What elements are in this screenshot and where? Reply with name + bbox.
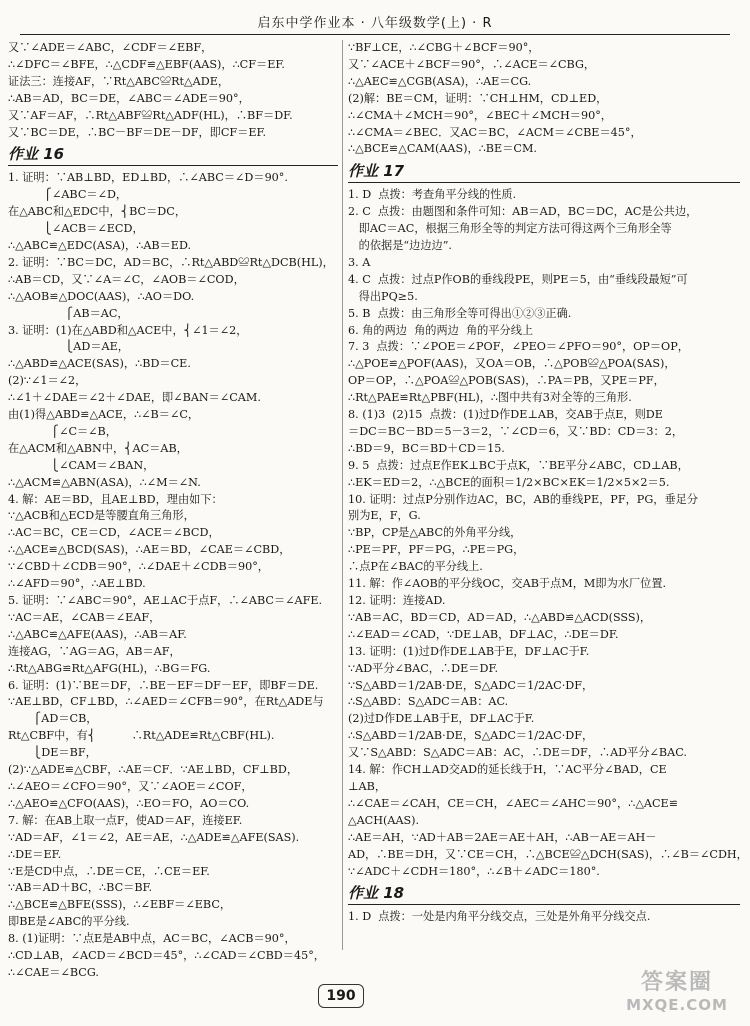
text-line: 4. C 点拨：过点P作OB的垂线段PE，则PE＝5，由“垂线段最短”可 (348, 272, 688, 286)
text-line: ∴BD＝9，BC＝BD＋CD＝15. (348, 441, 505, 455)
text-line: ∵S△ABD＝1/2AB·DE，S△ADC＝1/2AC·DF， (348, 678, 594, 692)
text-line: ⎧AD＝CB， (8, 712, 98, 726)
text-line: 连接AG，∵AG＝AG，AB＝AF， (8, 644, 181, 658)
text-line: ∴△AEO≌△CFO(AAS)，∴EO＝FO，AO＝CO. (8, 796, 250, 810)
text-line: 6. 角的两边 角的两边 角的平分线上 (348, 323, 534, 337)
text-line: △ACH(AAS). (348, 813, 420, 827)
text-line: 即AC＝AC，根据三角形全等的判定方法可得这两个三角形全等 (348, 222, 672, 236)
watermark-text-bottom: MXQE.COM (626, 996, 728, 1014)
text-line: ∴CD⊥AB，∠ACD＝∠BCD＝45°，∴∠CAD＝∠CBD＝45°， (8, 949, 325, 963)
text-line: ∴△ACM≌△ABN(ASA)，∴∠M＝∠N. (8, 475, 201, 489)
text-line: (2)解：BE＝CM，证明：∵CH⊥HM，CD⊥ED， (348, 91, 608, 105)
text-line: ⊥AB， (348, 779, 387, 793)
text-line: ∵BF⊥CE，∴∠CBG＋∠BCF＝90°， (348, 41, 540, 54)
text-line: ⎩∠CAM＝∠BAN， (8, 458, 155, 472)
text-line: 又∵∠ADE＝∠ABC，∠CDF＝∠EBF， (8, 41, 213, 54)
text-line: 又∵S△ABD：S△ADC＝AB：AC，∴DE＝DF，∴AD平分∠BAC. (348, 746, 687, 760)
text-line: 12. 证明：连接AD. (348, 594, 446, 607)
text-line: ∴S△ABD＝1/2AB·DE，S△ADC＝1/2AC·DF， (348, 729, 594, 743)
text-line: ∴AC＝BC，CE＝CD，∠ACE＝∠BCD， (8, 526, 220, 540)
text-line: ∴△ABC≌△AFE(AAS)，∴AB＝AF. (8, 627, 187, 641)
text-line: ∴∠DFC＝∠BFE，∴△CDF≌△EBF(AAS)，∴CF＝EF. (8, 57, 285, 71)
text-line: 7. 3 点拨：∵∠POE＝∠POF，∠PEO＝∠PFO＝90°，OP＝OP， (348, 340, 689, 354)
text-line: ∴AB＝AD，BC＝DE，∠ABC＝∠ADE＝90°， (8, 91, 250, 105)
left-column (8, 40, 338, 979)
text-line: ⎧∠ABC＝∠D， (8, 188, 128, 202)
text-line: ∴AB＝CD，又∵∠A＝∠C，∠AOB＝∠COD， (8, 272, 245, 286)
text-line: ∴∠CAE＝∠BCG. (8, 965, 99, 979)
text-line: 证法三：连接AF，∵Rt△ABC≌Rt△ADE， (8, 74, 230, 88)
text-line: ⎧AB＝AC， (8, 306, 129, 320)
text-line: OP＝OP，∴△POA≌△POB(SAS)，∴PA＝PB，又PE＝PF， (348, 374, 665, 388)
text-line: 又∵BC＝DE，∴BC－BF＝DE－DF，即CF＝EF. (8, 125, 267, 139)
section-heading: 作业 16 (8, 146, 338, 166)
text-line: 9. 5 点拨：过点E作EK⊥BC于点K，∵BE平分∠ABC，CD⊥AB， (348, 458, 689, 472)
text-line: ∴△ABD≌△ACE(SAS)，∴BD＝CE. (8, 357, 191, 371)
text-line: ∴AE＝AH，∵AD＋AB＝2AE＝AE＋AH，∴AB－AE＝AH－ (348, 830, 657, 844)
text-line: ∴∠CMA＝∠BEC．又AC＝BC，∠ACM＝∠CBE＝45°， (348, 125, 642, 139)
column-divider (342, 40, 343, 950)
text-line: ∵∠ADC＋∠CDH＝180°，∴∠B＋∠ADC＝180°. (348, 864, 600, 878)
text-line: 在△ACM和△ABN中，⎨AC＝AB， (8, 441, 188, 455)
text-line: ∴∠EAD＝∠CAD，∵DE⊥AB，DF⊥AC，∴DE＝DF. (348, 627, 619, 641)
text-line: 10. 证明：过点P分别作边AC，BC，AB的垂线PE，PF，PG，垂足分 (348, 492, 699, 506)
text-line: ∴△BCE≌△BFE(SSS)，∴∠EBF＝∠EBC， (8, 898, 232, 912)
text-line: ∴∠1＋∠DAE＝∠2＋∠DAE，即∠BAN＝∠CAM. (8, 391, 261, 405)
text-line: ＝DC＝BC－BD＝5－3＝2，∵∠CD＝6，又∵BD：CD＝3：2， (348, 424, 684, 438)
text-line: 11. 解：作∠AOB的平分线OC，交AB于点M，M即为水厂位置. (348, 577, 667, 591)
text-line: 6. 证明：(1)∵BE＝DF，∴BE－EF＝DF－EF，即BF＝DE. (8, 678, 319, 692)
text-line: ∴Rt△ABG≌Rt△AFG(HL)，∴BG＝FG. (8, 661, 211, 675)
text-line: ∴∠CAE＝∠CAH，CE＝CH，∠AEC＝∠AHC＝90°，∴△ACE≌ (348, 796, 679, 810)
text-line: 13. 证明：(1)过D作DE⊥AB于E，DF⊥AC于F. (348, 644, 590, 658)
section-heading: 作业 18 (348, 885, 740, 905)
text-line: ∴S△ABD：S△ADC＝AB：AC. (348, 695, 509, 709)
text-line: ∵E是CD中点，∴DE＝CE，∴CE＝EF. (8, 864, 210, 878)
text-line: 1. 证明：∵AB⊥BD，ED⊥BD，∴∠ABC＝∠D＝90°. (8, 171, 288, 185)
text-line: ∴Rt△PAE≌Rt△PBF(HL)，∴图中共有3对全等的三角形. (348, 391, 632, 405)
text-line: ∵AC＝AE，∠CAB＝∠EAF， (8, 610, 161, 624)
text-line: (2)∵∠1＝∠2， (8, 374, 87, 388)
text-line: ∴EK＝ED＝2，∴△BCE的面积＝1/2×BC×EK＝1/2×5×2＝5. (348, 475, 670, 489)
text-line: ∵AE⊥BD，CF⊥BD，∴∠AED＝∠CFB＝90°，在Rt△ADE与 (8, 695, 324, 709)
text-line: ⎩AD＝AE， (8, 340, 129, 354)
text-line: ∵AB＝AC，BD＝CD，AD＝AD，∴△ABD≌△ACD(SSS)， (348, 610, 652, 624)
text-line: 得出PQ≥5. (348, 289, 418, 303)
text-line: ∵BP，CP是△ABC的外角平分线， (348, 526, 522, 540)
text-line: 3. A (348, 255, 371, 269)
text-line: 由(1)得△ABD≌△ACE，∴∠B＝∠C， (8, 408, 200, 422)
text-line: ∴点P在∠BAC的平分线上. (348, 560, 483, 574)
text-line: 7. 解：在AB上取一点F，使AD＝AF，连接EF. (8, 813, 243, 827)
text-line: 又∵AF＝AF，∴Rt△ABF≌Rt△ADF(HL)，∴BF＝DF. (8, 108, 293, 122)
text-line: ⎧∠C＝∠B， (8, 424, 117, 438)
text-line: 4. 解：AE＝BD，且AE⊥BD，理由如下： (8, 492, 223, 506)
text-line: ⎩DE＝BF， (8, 746, 97, 760)
text-line: ∴PE＝PF，PF＝PG，∴PE＝PG， (348, 543, 525, 557)
text-line: (2)∵△ADE≌△CBF，∴AE＝CF．∵AE⊥BD，CF⊥BD， (8, 763, 299, 777)
text-line: 2. 证明：∵BC＝DC，AD＝BC，∴Rt△ABD≌Rt△DCB(HL)， (8, 255, 334, 269)
text-line: 1. D 点拨：考查角平分线的性质. (348, 188, 517, 202)
text-line: ∴DE＝EF. (8, 847, 62, 861)
header-rule (20, 34, 730, 35)
watermark-text-top: 答案圈 (640, 970, 713, 995)
text-line: ⎩∠ACB＝∠ECD， (8, 222, 144, 236)
text-line: ∵∠CBD＋∠CDB＝90°，∴∠DAE＋∠CDB＝90°， (8, 560, 269, 574)
text-line: 在△ABC和△EDC中，⎨BC＝DC， (8, 205, 187, 219)
text-line: ∴△POE≌△POF(AAS)，又OA＝OB，∴△POB≌△POA(SAS)， (348, 357, 676, 371)
text-line: ∵AB＝AD＋BC，∴BC＝BF. (8, 881, 153, 895)
text-line: ∵AD平分∠BAC，∴DE＝DF. (348, 661, 499, 675)
text-line: ∴△AOB≌△DOC(AAS)，∴AO＝DO. (8, 289, 195, 303)
text-line: ∴∠AEO＝∠CFO＝90°，又∵∠AOE＝∠COF， (8, 779, 253, 793)
text-line: 1. D 点拨：一处是内角平分线交点，三处是外角平分线交点. (348, 910, 651, 924)
watermark-logo (612, 970, 742, 1018)
right-column (348, 40, 748, 966)
text-line: 3. 证明：(1)在△ABD和△ACE中，⎨∠1＝∠2， (8, 323, 248, 337)
text-line: ∵△ACB和△ECD是等腰直角三角形， (8, 509, 195, 523)
text-line: ∴∠AFD＝90°，∴AE⊥BD. (8, 577, 146, 591)
text-line: ∴△ABC≌△EDC(ASA)，∴AB＝ED. (8, 238, 192, 252)
text-line: 2. C 点拨：由题图和条件可知：AB＝AD，BC＝DC，AC是公共边， (348, 205, 698, 219)
text-line: Rt△CBF中，有⎨ ∴Rt△ADE≌Rt△CBF(HL). (8, 729, 275, 743)
text-line: 8. (1)3 (2)15 点拨：(1)过D作DE⊥AB，交AB于点E，则DE (348, 408, 663, 422)
text-line: AD，∴BE＝DH，又∵CE＝CH，∴△BCE≌△DCH(SAS)，∴∠B＝∠CDH， (348, 847, 748, 861)
text-line: ∴∠CMA＋∠MCH＝90°，∠BEC＋∠MCH＝90°， (348, 108, 612, 122)
text-line: ∴△AEC≌△CGB(ASA)，∴AE＝CG. (348, 74, 532, 88)
page-number: 190 (318, 984, 364, 1008)
text-line: 即BE是∠ABC的平分线. (8, 915, 130, 929)
text-line: 5. B 点拨：由三角形全等可得出①②③正确. (348, 306, 572, 320)
text-line: 14. 解：作CH⊥AD交AD的延长线于H，∵AC平分∠BAD，CE (348, 763, 667, 777)
text-line: 5. 证明：∵∠ABC＝90°，AE⊥AC于点F，∴∠ABC＝∠AFE. (8, 594, 323, 607)
text-line: ∴△BCE≌△CAM(AAS)，∴BE＝CM. (348, 142, 537, 156)
text-line: 别为E，F，G. (348, 509, 421, 523)
text-line: 又∵∠ACE＋∠BCF＝90°，∴∠ACE＝∠CBG， (348, 57, 596, 71)
page-header: 启东中学作业本 · 八年级数学(上) · R (257, 16, 493, 31)
text-line: 8. (1)证明：∵点E是AB中点，AC＝BC，∠ACB＝90°， (8, 932, 296, 946)
text-line: ∵AD＝AF，∠1＝∠2，AE＝AE，∴△ADE≌△AFE(SAS). (8, 830, 300, 844)
text-line: 的依据是“边边边”. (348, 238, 452, 252)
text-line: (2)过D作DE⊥AB于E，DF⊥AC于F. (348, 712, 535, 726)
text-line: ∴△ACE≌△BCD(SAS)，∴AE＝BD，∠CAE＝∠CBD， (8, 543, 291, 557)
section-heading: 作业 17 (348, 163, 740, 183)
